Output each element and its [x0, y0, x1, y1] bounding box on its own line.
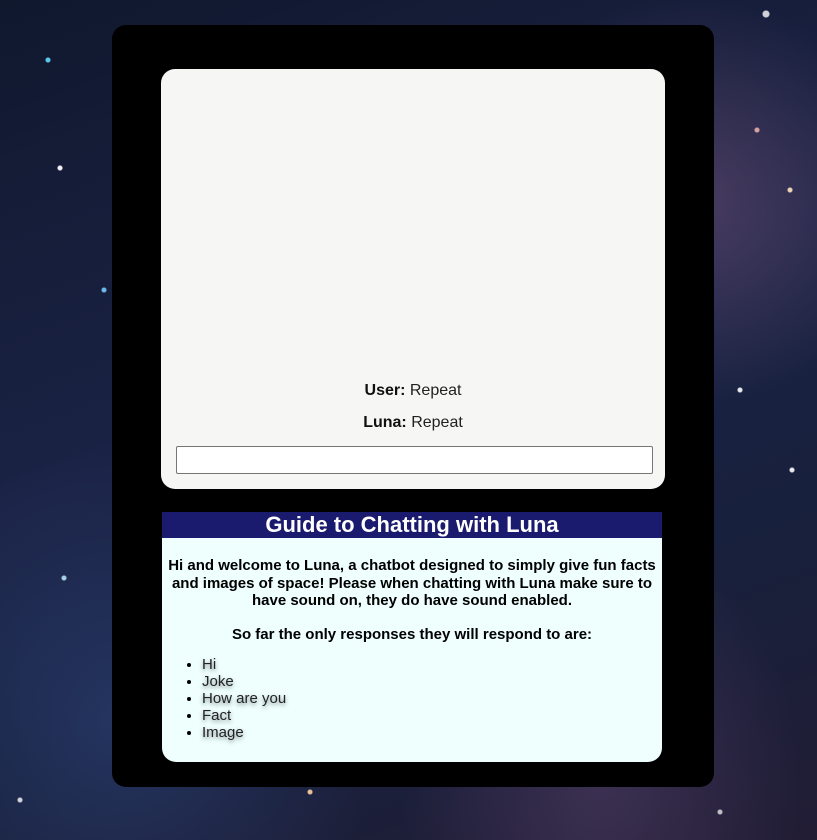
guide-title: Guide to Chatting with Luna: [162, 512, 662, 538]
luna-speaker-label: Luna:: [363, 414, 407, 431]
guide-response-list: [162, 656, 662, 741]
guide-intro-text: Hi and welcome to Luna, a chatbot designed to simply give fun facts and images of space! Please when chatting with Luna make sure to have sound on, they do have sound enabled.: [168, 557, 656, 609]
user-message-text: Repeat: [409, 382, 462, 399]
user-message: [161, 382, 665, 400]
guide-responses-lead: So far the only responses they will respond to are:: [231, 625, 593, 643]
luna-message-text: Repeat: [411, 414, 463, 431]
response-item-fact: • Fact: [202, 707, 662, 724]
response-item-hi: • Hi: [202, 656, 662, 673]
app-frame: [112, 25, 714, 787]
user-speaker-label: User:: [364, 382, 406, 399]
response-item-joke: • Joke: [202, 673, 662, 690]
luna-message: [161, 414, 665, 432]
chat-log[interactable]: [161, 69, 665, 445]
guide-panel: [162, 512, 662, 762]
chat-panel: [161, 69, 665, 489]
chat-input[interactable]: [176, 446, 653, 474]
response-item-how-are-you: • How are you: [202, 690, 662, 707]
response-item-image: • Image: [202, 724, 662, 741]
